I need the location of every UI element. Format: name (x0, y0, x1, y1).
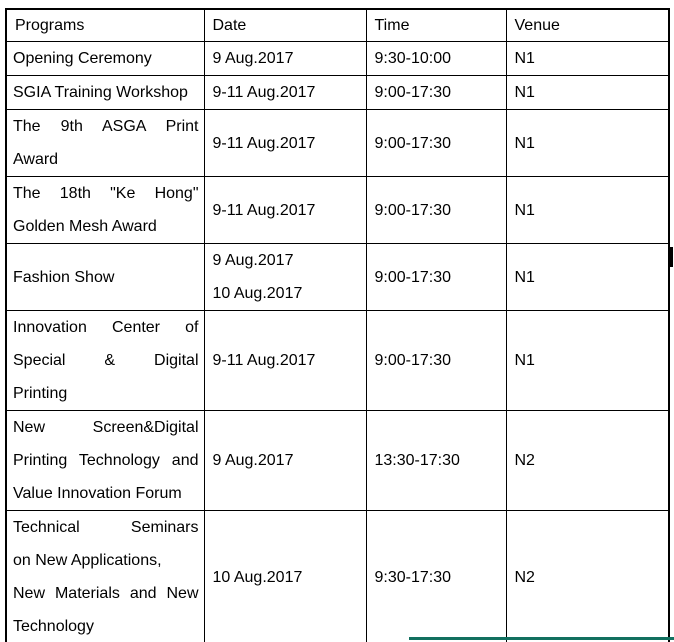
date-cell (204, 177, 366, 244)
table-body (6, 42, 669, 642)
program-cell (6, 244, 204, 311)
column-header-time: Time (366, 9, 506, 42)
program-line: Technology (13, 618, 94, 635)
program-cell (6, 110, 204, 177)
date-line: 9 Aug.2017 (212, 452, 294, 469)
schedule-table (5, 8, 670, 642)
program-line: Innovation Center of (13, 319, 199, 336)
program-line: New Materials and New (13, 585, 199, 602)
table-row (6, 511, 669, 642)
program-cell (6, 42, 204, 76)
table-row (6, 177, 669, 244)
header-row (6, 9, 669, 42)
program-line: The 18th "Ke Hong" (13, 185, 199, 202)
table-row (6, 76, 669, 110)
venue-cell: N1 (506, 110, 669, 177)
venue-cell: N1 (506, 244, 669, 311)
date-line: 9 Aug.2017 (212, 252, 294, 269)
program-line: New Screen&Digital (13, 419, 199, 436)
program-line: Award (13, 151, 59, 168)
time-cell: 9:00-17:30 (366, 177, 506, 244)
program-cell (6, 76, 204, 110)
venue-cell: N1 (506, 76, 669, 110)
program-line: on New Applications, (13, 552, 162, 569)
program-line: Golden Mesh Award (13, 218, 157, 235)
table-row (6, 42, 669, 76)
date-line: 9-11 Aug.2017 (212, 134, 316, 152)
venue-cell: N1 (506, 177, 669, 244)
program-cell (6, 177, 204, 244)
program-line: Opening Ceremony (13, 50, 152, 67)
table-row (6, 311, 669, 411)
program-line: Value Innovation Forum (13, 485, 182, 502)
right-edge-artifact (670, 247, 673, 267)
date-line: 10 Aug.2017 (212, 285, 303, 302)
table-row (6, 411, 669, 511)
table-row (6, 110, 669, 177)
time-cell: 9:00-17:30 (366, 110, 506, 177)
date-cell (204, 311, 366, 411)
date-line: 9-11 Aug.2017 (212, 352, 316, 369)
program-cell (6, 411, 204, 511)
program-line: Fashion Show (13, 268, 115, 286)
date-line: 9-11 Aug.2017 (212, 201, 316, 219)
column-header-date: Date (204, 9, 366, 42)
column-header-programs: Programs (6, 9, 204, 42)
date-line: 10 Aug.2017 (212, 568, 303, 586)
date-cell (204, 511, 366, 642)
venue-cell: N1 (506, 311, 669, 411)
date-line: 9 Aug.2017 (212, 50, 294, 67)
date-cell (204, 244, 366, 311)
date-cell (204, 76, 366, 110)
table-row (6, 244, 669, 311)
program-cell (6, 311, 204, 411)
time-cell: 9:00-17:30 (366, 76, 506, 110)
bottom-accent-bar (409, 637, 674, 640)
date-cell (204, 42, 366, 76)
program-line: Printing Technology and (13, 452, 199, 469)
date-line: 9-11 Aug.2017 (212, 84, 316, 101)
venue-cell: N2 (506, 411, 669, 511)
venue-cell: N2 (506, 511, 669, 642)
date-cell (204, 411, 366, 511)
program-line: The 9th ASGA Print (13, 118, 199, 135)
time-cell: 9:00-17:30 (366, 244, 506, 311)
time-cell: 9:00-17:30 (366, 311, 506, 411)
program-line: SGIA Training Workshop (13, 84, 188, 101)
time-cell: 9:30-17:30 (366, 511, 506, 642)
date-cell (204, 110, 366, 177)
program-line: Technical Seminars (13, 519, 199, 536)
program-line: Special & Digital (13, 352, 199, 369)
column-header-venue: Venue (506, 9, 669, 42)
venue-cell: N1 (506, 42, 669, 76)
program-line: Printing (13, 385, 68, 402)
time-cell: 13:30-17:30 (366, 411, 506, 511)
program-cell (6, 511, 204, 642)
time-cell: 9:30-10:00 (366, 42, 506, 76)
